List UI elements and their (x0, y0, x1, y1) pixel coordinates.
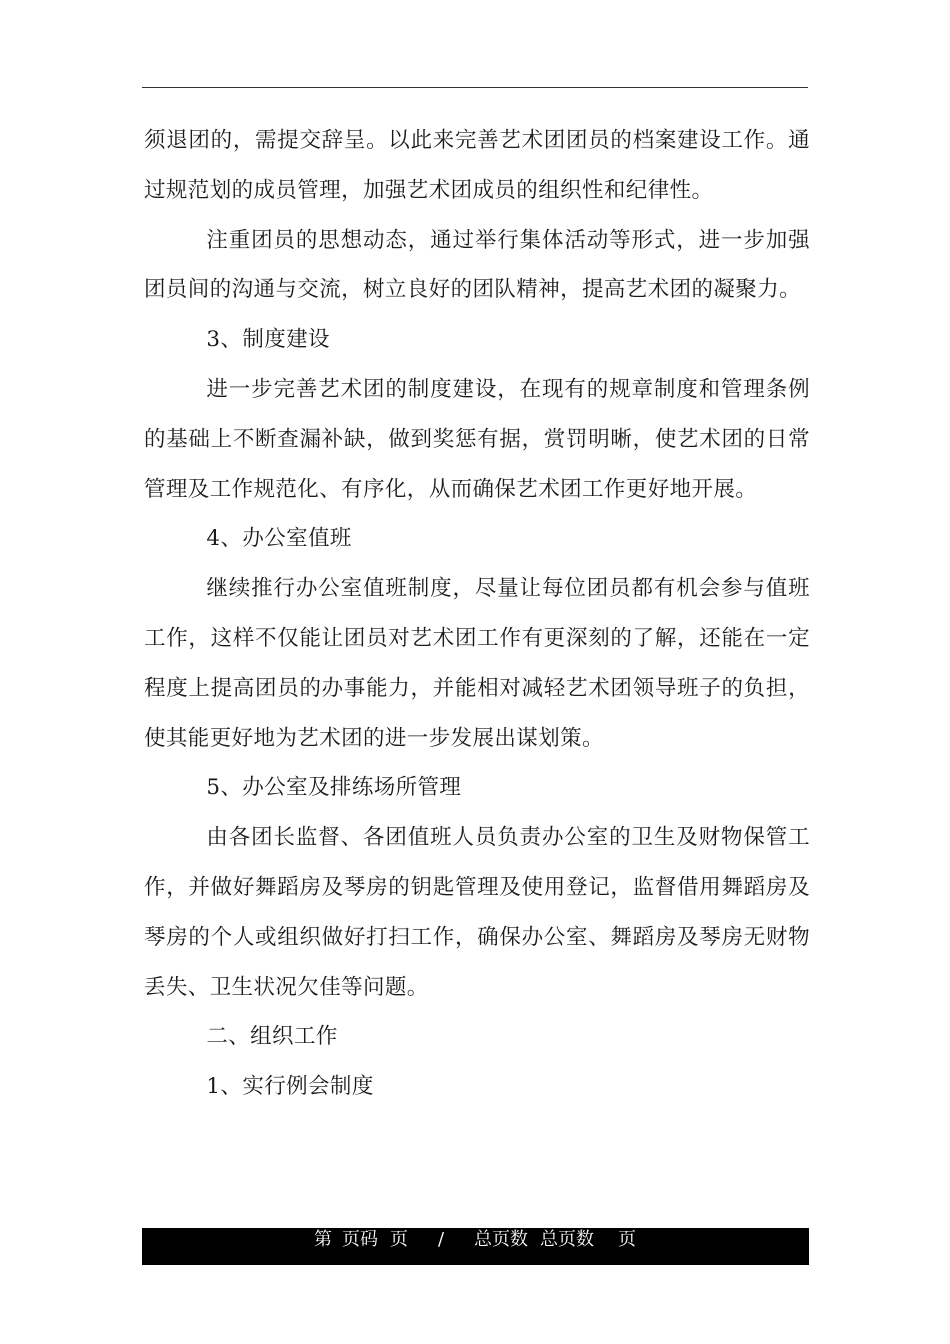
paragraph-4: 继续推行办公室值班制度，尽量让每位团员都有机会参与值班工作，这样不仅能让团员对艺术团工作有更深刻的了解，还能在一定程度上提高团员的办事能力，并能相对减轻艺术团领导班子的负担，使其能更好地为艺术团的进一步发展出谋划策。 (144, 576, 810, 751)
paragraph-5: 由各团长监督、各团值班人员负责办公室的卫生及财物保管工作，并做好舞蹈房及琴房的钥匙管理及使用登记，监督借用舞蹈房及琴房的个人或组织做好打扫工作，确保办公室、舞蹈房及琴房无财物丢失、卫生状况欠佳等问题。 (144, 825, 810, 1000)
footer-total-suffix: 页 (618, 1229, 636, 1250)
section-heading-4: 4、办公室值班 (206, 526, 352, 552)
footer-page-suffix: 页 (390, 1229, 408, 1250)
footer-separator: / (438, 1229, 445, 1250)
footer-total-label: 总页数 (474, 1229, 528, 1250)
page-footer (142, 1228, 809, 1265)
section-heading-2: 二、组织工作 (206, 1024, 338, 1050)
subsection-heading-1: 1、实行例会制度 (206, 1074, 374, 1100)
section-heading-3: 3、制度建设 (206, 327, 330, 353)
footer-total-value: 总页数 (540, 1229, 594, 1250)
footer-page-prefix: 第 (314, 1229, 332, 1250)
document-body (144, 116, 810, 1112)
paragraph-2: 注重团员的思想动态，通过举行集体活动等形式，进一步加强团员间的沟通与交流，树立良好的团队精神，提高艺术团的凝聚力。 (144, 227, 810, 303)
footer-page-number: 页码 (342, 1229, 378, 1250)
header-rule (142, 87, 808, 88)
paragraph-3: 进一步完善艺术团的制度建设，在现有的规章制度和管理条例的基础上不断查漏补缺，做到奖惩有据，赏罚明晰，使艺术团的日常管理及工作规范化、有序化，从而确保艺术团工作更好地开展。 (144, 376, 810, 502)
paragraph-1: 须退团的，需提交辞呈。以此来完善艺术团团员的档案建设工作。通过规范划的成员管理，加强艺术团成员的组织性和纪律性。 (144, 128, 810, 203)
section-heading-5: 5、办公室及排练场所管理 (206, 775, 462, 801)
